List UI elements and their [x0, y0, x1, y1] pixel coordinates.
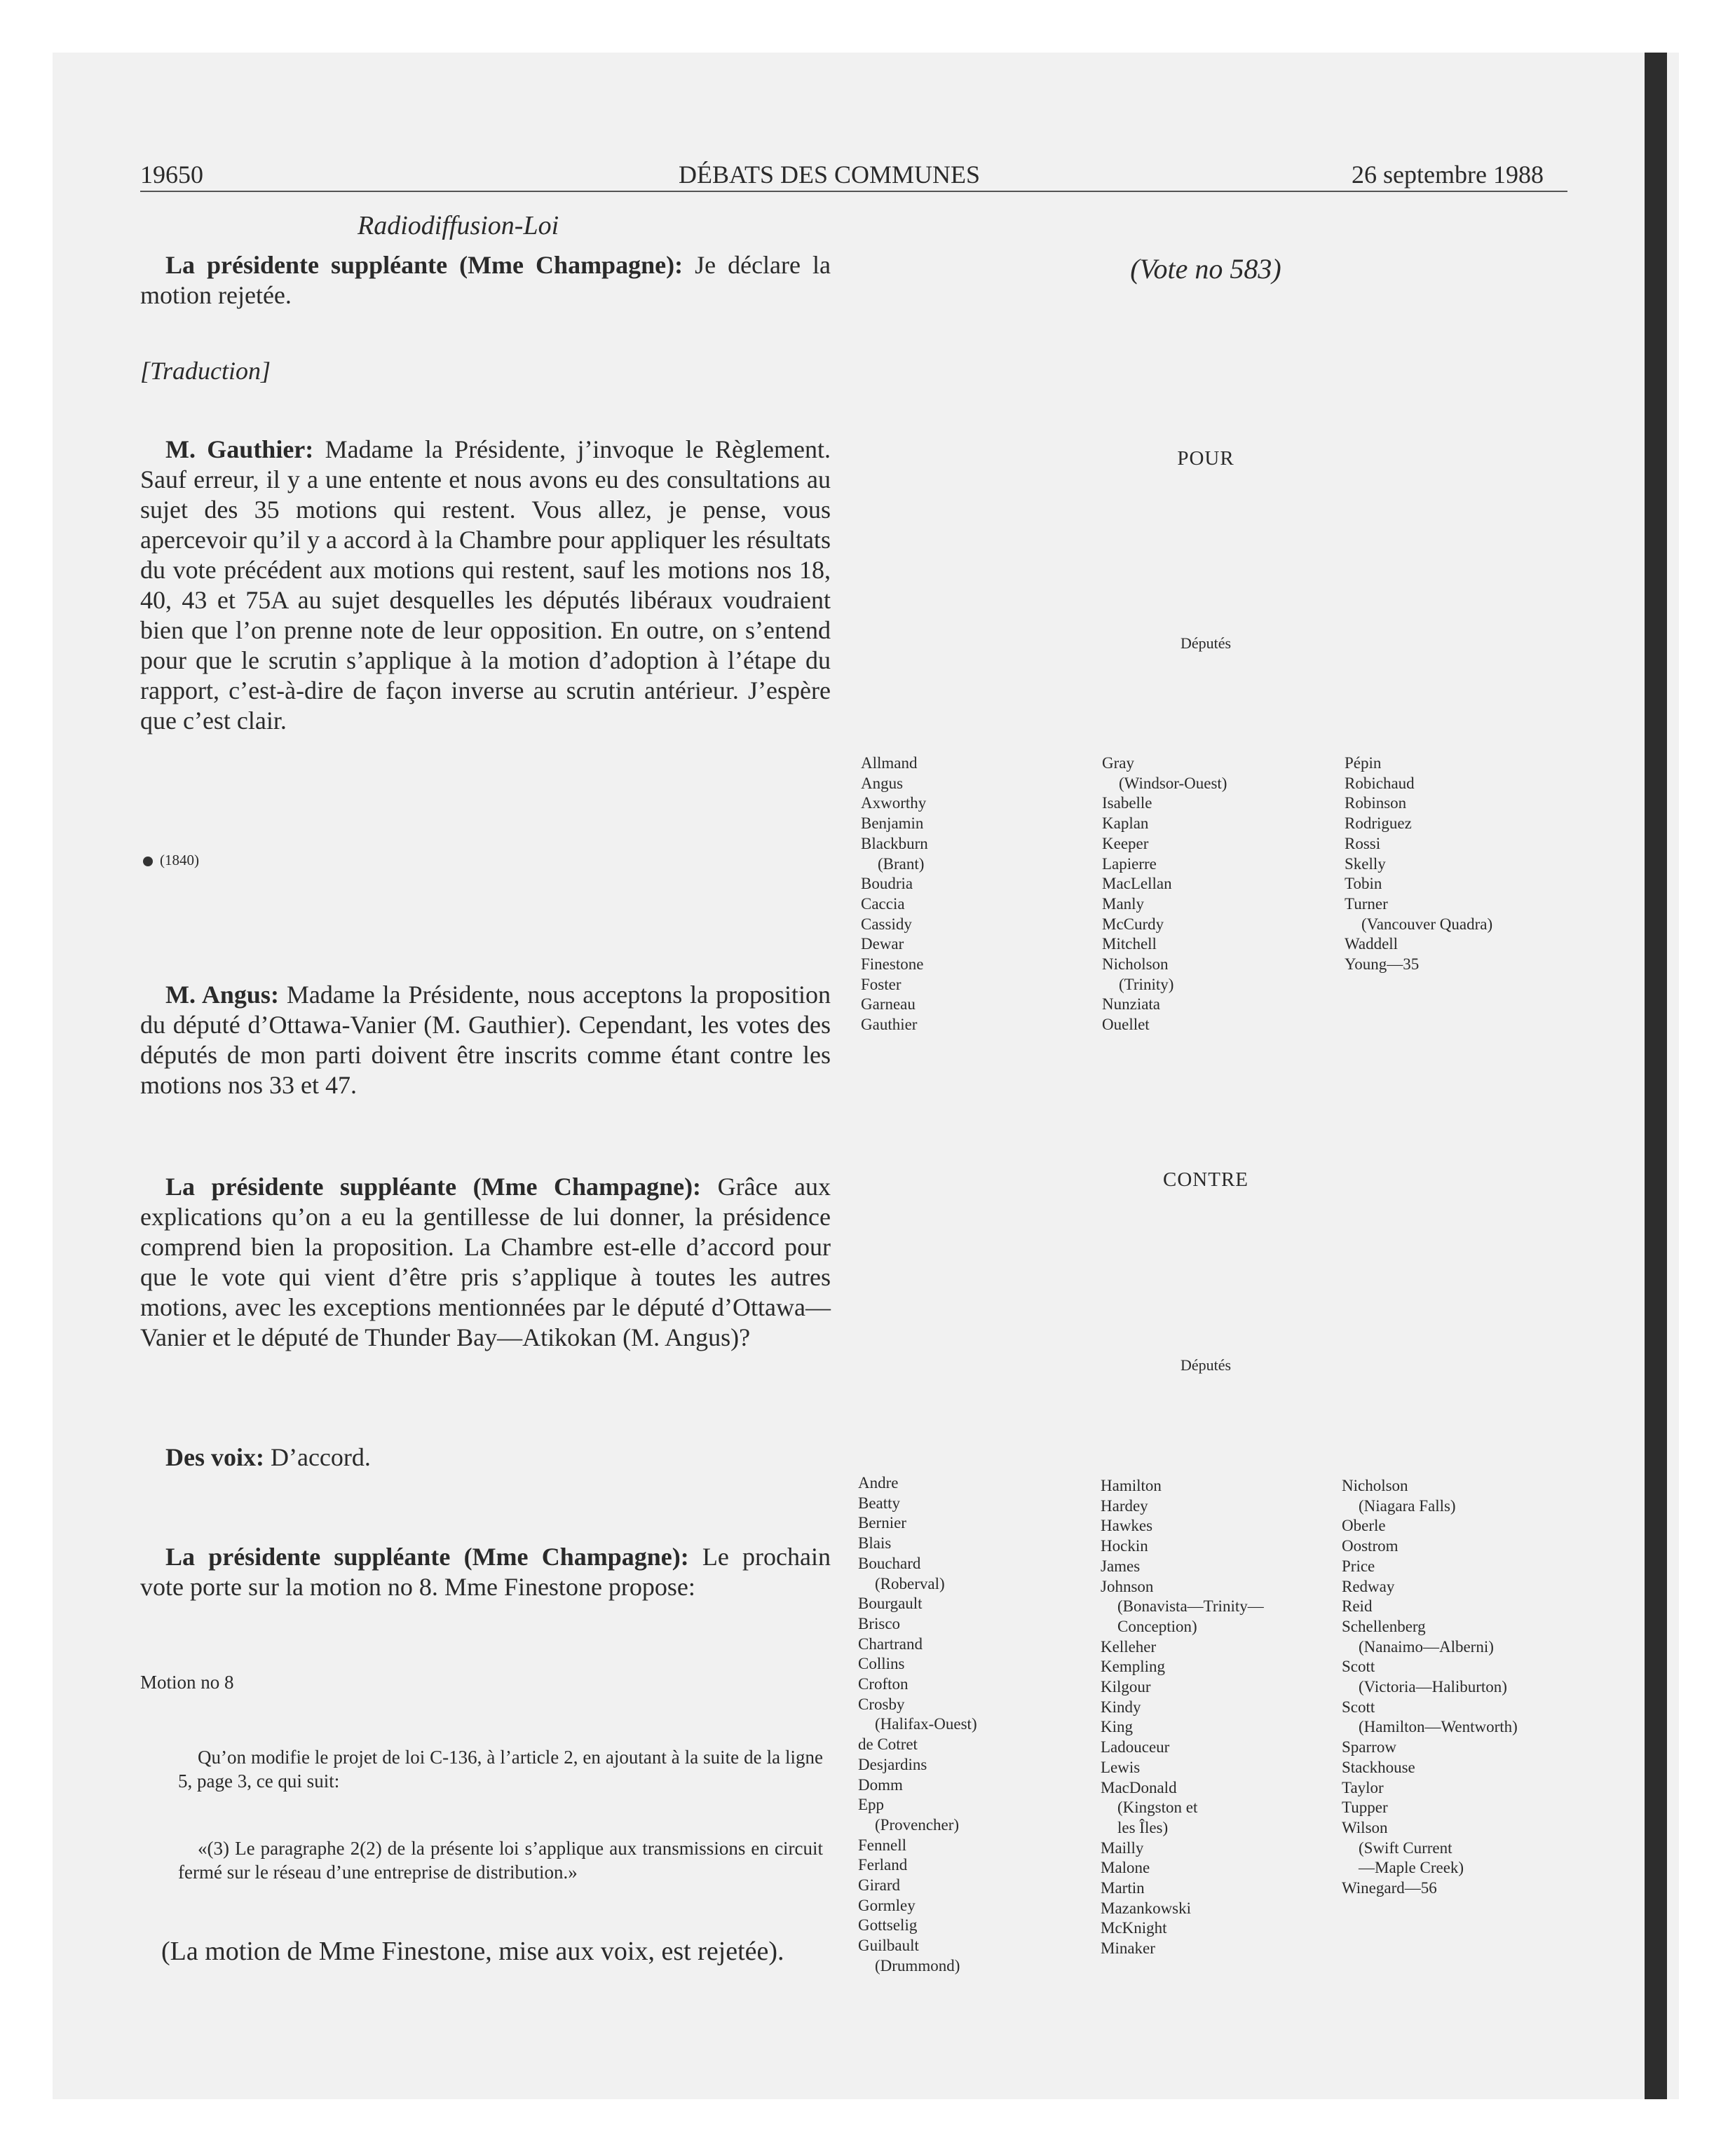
- member-name: Angus: [861, 774, 904, 792]
- pour-column-2: [1102, 753, 1227, 1035]
- member-name: Kelleher: [1101, 1637, 1157, 1656]
- paragraph-6: [140, 1542, 831, 1602]
- speech: Le prochain vote porte sur la motion no 8. Mme Finestone propose:: [140, 1543, 831, 1601]
- page-date: 26 septembre 1988: [1352, 161, 1544, 189]
- member-name: Caccia: [861, 894, 905, 913]
- member-name: Winegard—56: [1342, 1879, 1437, 1897]
- member-name: (Vancouver Quadra): [1361, 915, 1493, 933]
- traduction-note: [Traduction]: [140, 357, 271, 385]
- vote-title: (Vote no 583): [1130, 253, 1281, 285]
- contre-column-3: [1342, 1476, 1518, 1899]
- motion-text-2: «(3) Le paragraphe 2(2) de la présente loi s’applique aux transmissions en circuit fermé sur le réseau d’une entreprise de distribution.»: [178, 1838, 823, 1883]
- member-name: Isabelle: [1102, 794, 1152, 812]
- member-name: Scott: [1342, 1658, 1375, 1676]
- member-name: Scott: [1342, 1698, 1375, 1716]
- member-name: Turner: [1345, 894, 1388, 913]
- member-name: Bouchard: [858, 1554, 921, 1572]
- member-name: Nicholson: [1102, 955, 1169, 974]
- member-name: (Halifax-Ouest): [875, 1715, 977, 1733]
- member-name: Guilbault: [858, 1937, 919, 1955]
- member-name: Brisco: [858, 1614, 901, 1632]
- pour-deputes-label: Députés: [1180, 634, 1232, 652]
- member-name: Foster: [861, 975, 901, 993]
- member-name: Cassidy: [861, 915, 912, 933]
- member-name: MacLellan: [1102, 875, 1172, 893]
- member-name: Mitchell: [1102, 935, 1157, 953]
- time-value: (1840): [160, 852, 199, 868]
- member-name: (Windsor-Ouest): [1119, 774, 1227, 792]
- member-name: Kindy: [1101, 1698, 1141, 1716]
- member-name: Benjamin: [861, 814, 924, 833]
- paragraph-4: [140, 1172, 831, 1353]
- member-name: Hockin: [1101, 1537, 1148, 1555]
- member-name: Axworthy: [861, 794, 927, 812]
- member-name: Tobin: [1345, 875, 1382, 893]
- member-name: Oberle: [1342, 1517, 1386, 1535]
- member-name: James: [1101, 1557, 1141, 1575]
- member-name: Gormley: [858, 1896, 916, 1914]
- member-name: Martin: [1101, 1879, 1145, 1897]
- member-name: Price: [1342, 1557, 1375, 1575]
- pour-column-3: [1345, 753, 1492, 975]
- pour-heading: POUR: [1177, 447, 1234, 470]
- contre-column-1: [858, 1473, 977, 1977]
- contre-deputes-label: Députés: [1180, 1356, 1232, 1374]
- member-name: King: [1101, 1718, 1133, 1736]
- running-title: Radiodiffusion-Loi: [358, 211, 559, 240]
- member-name: Waddell: [1345, 935, 1399, 953]
- member-name: Malone: [1101, 1859, 1150, 1877]
- scan-edge-bar: [1645, 53, 1667, 2099]
- member-name: (Brant): [878, 854, 925, 873]
- member-name: Ladouceur: [1101, 1738, 1170, 1756]
- speaker: Des voix:: [165, 1443, 264, 1471]
- motion-result: (La motion de Mme Finestone, mise aux voix, est rejetée).: [161, 1937, 784, 1966]
- member-name: (Provencher): [875, 1815, 960, 1834]
- paragraph-5: [140, 1442, 831, 1473]
- member-name: Blackburn: [861, 834, 928, 852]
- member-name: Stackhouse: [1342, 1758, 1415, 1776]
- member-name: Redway: [1342, 1577, 1395, 1595]
- member-name: Andre: [858, 1474, 899, 1492]
- member-name: (Swift Current: [1359, 1838, 1452, 1857]
- member-name: Oostrom: [1342, 1537, 1399, 1555]
- paragraph-3: [140, 980, 831, 1100]
- member-name: Taylor: [1342, 1778, 1384, 1796]
- member-name: Epp: [858, 1796, 885, 1814]
- member-name: Dewar: [861, 935, 904, 953]
- speech: Madame la Présidente, j’invoque le Règlement. Sauf erreur, il y a une entente et nous avons eu des consultations au sujet des 35 motions qui restent. Vous allez, je pense, vous apercevoir qu’il y a accord à la Chambre pour appliquer les résultats du vote précédent aux motions qui restent, sauf les motions nos 18, 40, 43 et 75A au sujet desquelles les députés libéraux voudraient bien que l’on prenne note de leur opposition. En outre, on s’entend pour que le scrutin s’applique à la motion d’adoption à l’étape du rapport, c’est-à-dire de façon inverse au scrutin antérieur. J’espère que c’est clair.: [140, 435, 831, 735]
- speaker: La présidente suppléante (Mme Champagne):: [165, 1543, 689, 1571]
- member-name: de Cotret: [858, 1735, 918, 1754]
- member-name: Collins: [858, 1655, 905, 1673]
- member-name: Kempling: [1101, 1658, 1165, 1676]
- member-name: Pépin: [1345, 754, 1382, 772]
- member-name: Sparrow: [1342, 1738, 1396, 1756]
- speaker: M. Gauthier:: [165, 435, 314, 463]
- motion-text-1: Qu’on modifie le projet de loi C-136, à l’article 2, en ajoutant à la suite de la ligne 5, page 3, ce qui suit:: [178, 1747, 823, 1792]
- speaker: La présidente suppléante (Mme Champagne):: [165, 251, 683, 279]
- member-name: Allmand: [861, 754, 918, 772]
- member-name: Nicholson: [1342, 1477, 1408, 1494]
- contre-heading: CONTRE: [1163, 1168, 1248, 1191]
- member-name: McKnight: [1101, 1919, 1167, 1937]
- member-name: Hardey: [1101, 1496, 1148, 1515]
- paragraph-2: [140, 435, 831, 736]
- member-name: Crosby: [858, 1695, 905, 1713]
- member-name: Skelly: [1345, 854, 1386, 873]
- member-name: (Niagara Falls): [1359, 1496, 1456, 1515]
- member-name: Gray: [1102, 754, 1134, 772]
- member-name: (Drummond): [875, 1956, 960, 1974]
- member-name: (Nanaimo—Alberni): [1359, 1637, 1494, 1656]
- member-name: Rodriguez: [1345, 814, 1412, 833]
- member-name: Wilson: [1342, 1818, 1388, 1836]
- member-name: Conception): [1117, 1617, 1197, 1635]
- contre-column-2: [1101, 1476, 1264, 1959]
- speaker: La présidente suppléante (Mme Champagne):: [165, 1173, 702, 1201]
- member-name: Girard: [858, 1876, 901, 1895]
- member-name: Robinson: [1345, 794, 1407, 812]
- member-name: MacDonald: [1101, 1778, 1177, 1796]
- member-name: Rossi: [1345, 834, 1381, 852]
- member-name: Mailly: [1101, 1838, 1144, 1857]
- motion-label: Motion no 8: [140, 1672, 234, 1693]
- member-name: Desjardins: [858, 1755, 927, 1773]
- speech: Madame la Présidente, nous acceptons la proposition du député d’Ottawa-Vanier (M. Gauthier). Cependant, les votes des députés de mon parti doivent être inscrits comme étant contre les motions nos 33 et 47.: [140, 981, 831, 1099]
- bullet-icon: [143, 857, 153, 866]
- member-name: Manly: [1102, 894, 1145, 913]
- member-name: Hamilton: [1101, 1477, 1162, 1494]
- time-marker: [143, 852, 199, 869]
- member-name: Beatty: [858, 1494, 901, 1512]
- member-name: Bourgault: [858, 1595, 923, 1613]
- member-name: Chartrand: [858, 1635, 923, 1653]
- page-number: 19650: [140, 161, 203, 189]
- publication-title: DÉBATS DES COMMUNES: [679, 161, 981, 189]
- member-name: Gottselig: [858, 1916, 918, 1935]
- member-name: Young—35: [1345, 955, 1420, 974]
- member-name: Bernier: [858, 1514, 906, 1532]
- member-name: Mazankowski: [1101, 1899, 1192, 1917]
- member-name: (Trinity): [1119, 975, 1174, 993]
- member-name: Johnson: [1101, 1577, 1154, 1595]
- member-name: les Îles): [1117, 1818, 1169, 1836]
- speech: D’accord.: [264, 1443, 371, 1471]
- speech: Grâce aux explications qu’on a eu la gentillesse de lui donner, la présidence comprend bien la proposition. La Chambre est-elle d’accord pour que le vote qui vient d’être pris s’applique à toutes les autres motions, avec les exceptions mentionnées par le député d’Ottawa—Vanier et le député de Thunder Bay—Atikokan (M. Angus)?: [140, 1173, 831, 1351]
- member-name: Robichaud: [1345, 774, 1415, 792]
- member-name: Minaker: [1101, 1939, 1155, 1958]
- member-name: Kilgour: [1101, 1678, 1151, 1696]
- member-name: Reid: [1342, 1597, 1373, 1616]
- member-name: —Maple Creek): [1359, 1859, 1464, 1877]
- member-name: Keeper: [1102, 834, 1149, 852]
- member-name: Gauthier: [861, 1016, 918, 1034]
- member-name: McCurdy: [1102, 915, 1164, 933]
- member-name: Crofton: [858, 1675, 909, 1693]
- member-name: (Hamilton—Wentworth): [1359, 1718, 1518, 1736]
- member-name: Domm: [858, 1775, 903, 1794]
- member-name: (Kingston et: [1117, 1799, 1198, 1817]
- member-name: Lewis: [1101, 1758, 1141, 1776]
- speech: Je déclare la motion rejetée.: [140, 251, 831, 309]
- speaker: M. Angus:: [165, 981, 279, 1009]
- header-rule: [140, 191, 1567, 192]
- member-name: Nunziata: [1102, 995, 1161, 1014]
- member-name: Hawkes: [1101, 1517, 1153, 1535]
- member-name: (Roberval): [875, 1574, 945, 1592]
- member-name: Garneau: [861, 995, 916, 1014]
- member-name: Boudria: [861, 875, 913, 893]
- member-name: (Bonavista—Trinity—: [1117, 1597, 1264, 1616]
- member-name: Finestone: [861, 955, 924, 974]
- member-name: Fennell: [858, 1836, 906, 1854]
- member-name: Schellenberg: [1342, 1617, 1426, 1635]
- member-name: Ferland: [858, 1856, 908, 1874]
- member-name: Lapierre: [1102, 854, 1157, 873]
- paragraph-1: [140, 250, 831, 311]
- pour-column-1: [861, 753, 928, 1035]
- member-name: Blais: [858, 1534, 892, 1553]
- member-name: (Victoria—Haliburton): [1359, 1678, 1507, 1696]
- member-name: Tupper: [1342, 1799, 1388, 1817]
- member-name: Kaplan: [1102, 814, 1149, 833]
- member-name: Ouellet: [1102, 1016, 1150, 1034]
